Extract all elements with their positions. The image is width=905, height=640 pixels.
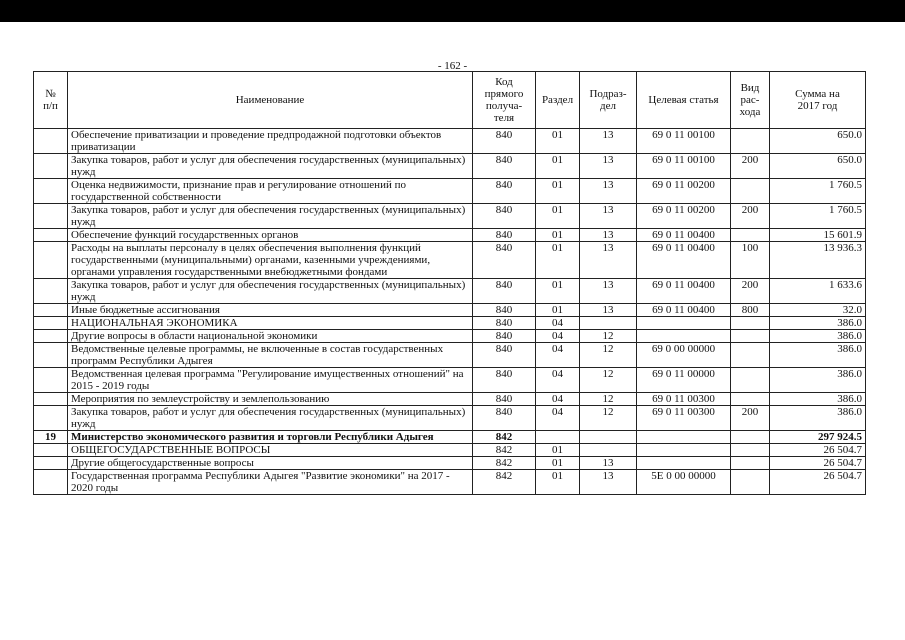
table-header-row: [34, 72, 866, 129]
row-sum-cell: 386.0: [770, 393, 866, 406]
row-num-cell: [34, 444, 68, 457]
row-target-cell: 69 0 11 00100: [637, 154, 731, 179]
table-row: [34, 368, 866, 393]
row-sum-cell: 26 504.7: [770, 470, 866, 495]
table-row: [34, 154, 866, 179]
row-target-cell: 5Е 0 00 00000: [637, 470, 731, 495]
header-kind: Вид рас- хода: [731, 72, 770, 129]
row-code-cell: 840: [473, 204, 536, 229]
row-name-cell: Оценка недвижимости, признание прав и регулирование отношений по государственной собственности: [68, 179, 473, 204]
row-code-cell: 840: [473, 330, 536, 343]
row-subsection-cell: 13: [580, 279, 637, 304]
row-name-cell: Закупка товаров, работ и услуг для обеспечения государственных (муниципальных) нужд: [68, 154, 473, 179]
row-kind-cell: [731, 179, 770, 204]
row-num-cell: [34, 470, 68, 495]
table-row: [34, 444, 866, 457]
row-section-cell: 01: [536, 154, 580, 179]
row-section-cell: 01: [536, 129, 580, 154]
row-num-cell: [34, 457, 68, 470]
header-num: № п/п: [34, 72, 68, 129]
row-sum-cell: 1 760.5: [770, 204, 866, 229]
row-kind-cell: 200: [731, 154, 770, 179]
row-kind-cell: 800: [731, 304, 770, 317]
row-target-cell: 69 0 11 00400: [637, 279, 731, 304]
row-sum-cell: 13 936.3: [770, 242, 866, 279]
row-kind-cell: [731, 444, 770, 457]
row-subsection-cell: 12: [580, 343, 637, 368]
row-kind-cell: 200: [731, 204, 770, 229]
row-target-cell: 69 0 11 00200: [637, 204, 731, 229]
row-sum-cell: 386.0: [770, 343, 866, 368]
row-section-cell: 01: [536, 204, 580, 229]
row-num-cell: [34, 406, 68, 431]
row-num-cell: [34, 242, 68, 279]
row-subsection-cell: 13: [580, 457, 637, 470]
row-name-cell: Закупка товаров, работ и услуг для обеспечения государственных (муниципальных) нужд: [68, 279, 473, 304]
row-section-cell: [536, 431, 580, 444]
row-section-cell: 04: [536, 343, 580, 368]
row-code-cell: 840: [473, 154, 536, 179]
row-name-cell: Другие общегосударственные вопросы: [68, 457, 473, 470]
row-code-cell: 842: [473, 444, 536, 457]
row-subsection-cell: 13: [580, 129, 637, 154]
row-code-cell: 840: [473, 129, 536, 154]
row-num-cell: [34, 330, 68, 343]
budget-table: [33, 71, 866, 495]
table-row: [34, 406, 866, 431]
row-section-cell: 04: [536, 330, 580, 343]
row-target-cell: 69 0 11 00300: [637, 393, 731, 406]
row-section-cell: 04: [536, 368, 580, 393]
row-section-cell: 04: [536, 406, 580, 431]
row-section-cell: 01: [536, 242, 580, 279]
row-name-cell: Закупка товаров, работ и услуг для обеспечения государственных (муниципальных) нужд: [68, 406, 473, 431]
row-num-cell: [34, 304, 68, 317]
row-kind-cell: [731, 129, 770, 154]
row-name-cell: Иные бюджетные ассигнования: [68, 304, 473, 317]
row-target-cell: [637, 317, 731, 330]
page-number: - 162 -: [437, 60, 468, 72]
row-code-cell: 840: [473, 343, 536, 368]
row-target-cell: 69 0 11 00000: [637, 368, 731, 393]
row-subsection-cell: [580, 317, 637, 330]
table-row: [34, 279, 866, 304]
table-row: [34, 204, 866, 229]
row-sum-cell: 15 601.9: [770, 229, 866, 242]
row-sum-cell: 386.0: [770, 406, 866, 431]
row-name-cell: Закупка товаров, работ и услуг для обеспечения государственных (муниципальных) нужд: [68, 204, 473, 229]
row-code-cell: 840: [473, 179, 536, 204]
row-section-cell: 01: [536, 444, 580, 457]
header-target: Целевая статья: [637, 72, 731, 129]
row-name-cell: Расходы на выплаты персоналу в целях обеспечения выполнения функций государственными (муниципальными) органами, казенными учреждениями, органами управления государственными внебюджетными фондами: [68, 242, 473, 279]
row-kind-cell: [731, 393, 770, 406]
row-subsection-cell: 13: [580, 242, 637, 279]
row-section-cell: 01: [536, 279, 580, 304]
row-name-cell: ОБЩЕГОСУДАРСТВЕННЫЕ ВОПРОСЫ: [68, 444, 473, 457]
row-target-cell: [637, 444, 731, 457]
table-row: [34, 229, 866, 242]
row-num-cell: [34, 179, 68, 204]
row-target-cell: 69 0 11 00300: [637, 406, 731, 431]
row-subsection-cell: 13: [580, 304, 637, 317]
row-sum-cell: 1 633.6: [770, 279, 866, 304]
row-sum-cell: 386.0: [770, 317, 866, 330]
row-subsection-cell: [580, 431, 637, 444]
table-row: [34, 393, 866, 406]
row-target-cell: [637, 457, 731, 470]
header-subsection: Подраз- дел: [580, 72, 637, 129]
row-name-cell: Мероприятия по землеустройству и землепользованию: [68, 393, 473, 406]
header-sum: Сумма на 2017 год: [770, 72, 866, 129]
row-num-cell: [34, 279, 68, 304]
table-row: [34, 317, 866, 330]
row-section-cell: 04: [536, 317, 580, 330]
row-section-cell: 01: [536, 179, 580, 204]
row-kind-cell: [731, 330, 770, 343]
row-kind-cell: [731, 317, 770, 330]
row-name-cell: НАЦИОНАЛЬНАЯ ЭКОНОМИКА: [68, 317, 473, 330]
row-sum-cell: 386.0: [770, 368, 866, 393]
row-kind-cell: [731, 457, 770, 470]
table-row: [34, 431, 866, 444]
row-target-cell: 69 0 11 00200: [637, 179, 731, 204]
table-row: [34, 129, 866, 154]
row-kind-cell: [731, 343, 770, 368]
table-row: [34, 343, 866, 368]
row-name-cell: Другие вопросы в области национальной экономики: [68, 330, 473, 343]
row-code-cell: 840: [473, 279, 536, 304]
row-sum-cell: 297 924.5: [770, 431, 866, 444]
row-num-cell: [34, 368, 68, 393]
row-sum-cell: 386.0: [770, 330, 866, 343]
row-sum-cell: 650.0: [770, 129, 866, 154]
table-row: [34, 457, 866, 470]
row-section-cell: 01: [536, 470, 580, 495]
row-target-cell: 69 0 11 00400: [637, 242, 731, 279]
header-name: Наименование: [68, 72, 473, 129]
row-code-cell: 840: [473, 368, 536, 393]
row-name-cell: Государственная программа Республики Адыгея "Развитие экономики" на 2017 - 2020 годы: [68, 470, 473, 495]
row-sum-cell: 26 504.7: [770, 457, 866, 470]
row-sum-cell: 650.0: [770, 154, 866, 179]
row-subsection-cell: 12: [580, 406, 637, 431]
row-kind-cell: [731, 431, 770, 444]
row-section-cell: 04: [536, 393, 580, 406]
row-subsection-cell: 13: [580, 179, 637, 204]
row-subsection-cell: 13: [580, 229, 637, 242]
row-num-cell: [34, 204, 68, 229]
row-section-cell: 01: [536, 304, 580, 317]
table-row: [34, 304, 866, 317]
row-sum-cell: 26 504.7: [770, 444, 866, 457]
row-code-cell: 840: [473, 393, 536, 406]
table-row: [34, 470, 866, 495]
row-kind-cell: 200: [731, 279, 770, 304]
table-row: [34, 179, 866, 204]
row-num-cell: [34, 129, 68, 154]
table-row: [34, 242, 866, 279]
row-name-cell: Министерство экономического развития и торговли Республики Адыгея: [68, 431, 473, 444]
row-name-cell: Обеспечение приватизации и проведение предпродажной подготовки объектов приватизации: [68, 129, 473, 154]
row-kind-cell: [731, 368, 770, 393]
row-section-cell: 01: [536, 229, 580, 242]
row-num-cell: [34, 317, 68, 330]
row-subsection-cell: 13: [580, 154, 637, 179]
row-name-cell: Обеспечение функций государственных органов: [68, 229, 473, 242]
row-sum-cell: 1 760.5: [770, 179, 866, 204]
row-code-cell: 840: [473, 229, 536, 242]
row-subsection-cell: 13: [580, 470, 637, 495]
row-target-cell: 69 0 11 00100: [637, 129, 731, 154]
row-sum-cell: 32.0: [770, 304, 866, 317]
row-kind-cell: 200: [731, 406, 770, 431]
row-kind-cell: 100: [731, 242, 770, 279]
row-code-cell: 842: [473, 431, 536, 444]
row-subsection-cell: 12: [580, 368, 637, 393]
row-target-cell: [637, 330, 731, 343]
row-name-cell: Ведомственная целевая программа "Регулирование имущественных отношений" на 2015 - 2019 годы: [68, 368, 473, 393]
row-code-cell: 842: [473, 457, 536, 470]
row-subsection-cell: 13: [580, 204, 637, 229]
row-kind-cell: [731, 470, 770, 495]
row-target-cell: 69 0 11 00400: [637, 229, 731, 242]
row-target-cell: [637, 431, 731, 444]
row-code-cell: 840: [473, 242, 536, 279]
row-num-cell: [34, 154, 68, 179]
row-subsection-cell: [580, 444, 637, 457]
row-num-cell: [34, 393, 68, 406]
row-num-cell: 19: [34, 431, 68, 444]
row-code-cell: 840: [473, 304, 536, 317]
row-num-cell: [34, 229, 68, 242]
row-code-cell: 842: [473, 470, 536, 495]
row-kind-cell: [731, 229, 770, 242]
row-subsection-cell: 12: [580, 330, 637, 343]
scan-top-border: [0, 0, 905, 22]
row-num-cell: [34, 343, 68, 368]
header-code: Код прямого получа- теля: [473, 72, 536, 129]
row-name-cell: Ведомственные целевые программы, не включенные в состав государственных программ Республики Адыгея: [68, 343, 473, 368]
header-section: Раздел: [536, 72, 580, 129]
row-code-cell: 840: [473, 406, 536, 431]
row-section-cell: 01: [536, 457, 580, 470]
row-target-cell: 69 0 00 00000: [637, 343, 731, 368]
row-subsection-cell: 12: [580, 393, 637, 406]
row-target-cell: 69 0 11 00400: [637, 304, 731, 317]
row-code-cell: 840: [473, 317, 536, 330]
table-row: [34, 330, 866, 343]
